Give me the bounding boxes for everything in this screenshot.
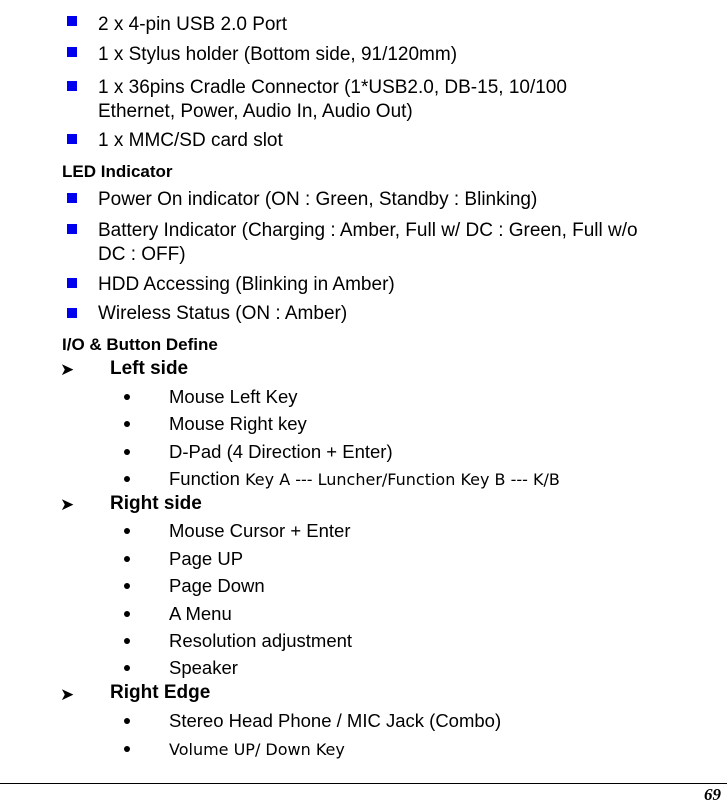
right-side-item: Resolution adjustment xyxy=(169,630,353,651)
dot-bullet-icon xyxy=(124,583,130,589)
led-heading: LED Indicator xyxy=(62,162,173,181)
right-side-item: Page Down xyxy=(169,575,265,596)
dot-bullet-icon xyxy=(124,556,130,562)
arrow-bullet-icon: ➤ xyxy=(60,360,75,379)
dot-bullet-icon xyxy=(124,421,130,427)
led-item: Wireless Status (ON : Amber) xyxy=(98,303,348,324)
square-bullet-icon xyxy=(67,47,77,57)
square-bullet-icon xyxy=(67,224,77,234)
arrow-bullet-icon: ➤ xyxy=(60,685,75,704)
dot-bullet-icon xyxy=(124,638,130,644)
dot-bullet-icon xyxy=(124,476,130,482)
io-heading: I/O & Button Define xyxy=(62,335,218,354)
footer-rule xyxy=(0,783,727,784)
led-item: Power On indicator (ON : Green, Standby : Blinking) xyxy=(98,189,538,210)
dot-bullet-icon xyxy=(124,718,130,724)
left-side-function-item xyxy=(169,468,560,490)
right-side-item: Mouse Cursor + Enter xyxy=(169,520,351,541)
port-item: 1 x Stylus holder (Bottom side, 91/120mm) xyxy=(98,44,458,65)
led-item: Battery Indicator (Charging : Amber, Full w/ DC : Green, Full w/o xyxy=(98,220,638,241)
left-side-item: Mouse Left Key xyxy=(169,386,298,407)
dot-bullet-icon xyxy=(124,665,130,671)
port-item-continuation: Ethernet, Power, Audio In, Audio Out) xyxy=(98,101,413,122)
port-item: 2 x 4-pin USB 2.0 Port xyxy=(98,14,288,35)
left-side-title: Left side xyxy=(110,358,189,379)
page-number: 69 xyxy=(704,785,721,804)
square-bullet-icon xyxy=(67,134,77,144)
arrow-bullet-icon: ➤ xyxy=(60,495,75,514)
right-side-item: Page UP xyxy=(169,548,244,569)
dot-bullet-icon xyxy=(124,746,130,752)
dot-bullet-icon xyxy=(124,611,130,617)
right-side-item: Speaker xyxy=(169,657,238,678)
square-bullet-icon xyxy=(67,278,77,288)
dot-bullet-icon xyxy=(124,449,130,455)
right-edge-item: Volume UP/ Down Key xyxy=(169,740,345,759)
square-bullet-icon xyxy=(67,81,77,91)
left-side-item: D-Pad (4 Direction + Enter) xyxy=(169,441,393,462)
square-bullet-icon xyxy=(67,308,77,318)
function-prefix: Function xyxy=(169,468,246,489)
led-item: HDD Accessing (Blinking in Amber) xyxy=(98,274,395,295)
square-bullet-icon xyxy=(67,16,77,26)
right-edge-item: Stereo Head Phone / MIC Jack (Combo) xyxy=(169,710,502,731)
function-keys: Key A --- Luncher/Function Key B --- K/B xyxy=(245,470,560,489)
right-edge-title: Right Edge xyxy=(110,682,211,703)
dot-bullet-icon xyxy=(124,528,130,534)
right-side-title: Right side xyxy=(110,493,202,514)
left-side-item: Mouse Right key xyxy=(169,413,307,434)
square-bullet-icon xyxy=(67,193,77,203)
dot-bullet-icon xyxy=(124,394,130,400)
led-item-continuation: DC : OFF) xyxy=(98,244,186,265)
port-item: 1 x 36pins Cradle Connector (1*USB2.0, DB-15, 10/100 xyxy=(98,77,567,98)
right-side-item: A Menu xyxy=(169,603,232,624)
port-item: 1 x MMC/SD card slot xyxy=(98,130,283,151)
